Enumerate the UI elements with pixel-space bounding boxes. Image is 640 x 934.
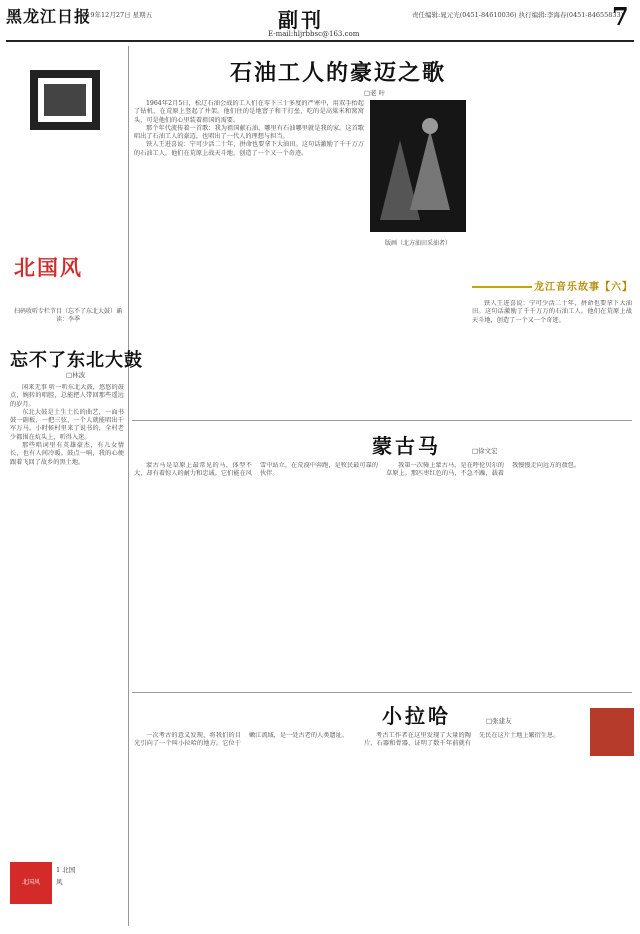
- section-divider: [132, 692, 632, 693]
- serial-title: 龙江音乐故事【六】: [534, 282, 633, 293]
- paragraph: 东北大鼓是土生土长的曲艺，一面书鼓一副板，一把三弦，一个人就能唱出千军万马。小时候村里来了说书的，全村老少都围在炕头上，听得入迷。: [10, 408, 124, 441]
- main-article-body: [134, 100, 364, 416]
- woodcut-caption: 版画（北方油田采油者）: [384, 240, 451, 247]
- oil-worker-woodcut-icon: [370, 100, 466, 232]
- essay-title: 忘不了东北大鼓: [10, 350, 143, 371]
- xiaolaha-author: □张建友: [486, 717, 512, 725]
- paragraph: 闲来无事 听一听东北大鼓，悠悠的鼓点，婉转的唱腔，总能把人带回那些遥远的岁月。: [10, 384, 124, 408]
- header-rule: [6, 40, 634, 42]
- paragraph: 那些唱词里有英雄豪杰，有儿女情长，也有人间冷暖。鼓点一响，我的心便跟着飞回了故乡的黑土地。: [10, 442, 124, 466]
- main-article-cont: [472, 300, 632, 414]
- mongol-horse-body: [134, 462, 630, 688]
- page-number: 7: [612, 2, 629, 31]
- section-title: 副刊: [278, 8, 324, 32]
- paragraph: 我第一次骑上蒙古马，是在呼伦贝尔的草原上。那匹枣红色的马，不急不躁，载着我慢慢走向远方的敖包。: [386, 462, 581, 478]
- beifang-stamp: 北国风: [10, 862, 52, 904]
- paragraph: 那个年代流传着一首歌：我为祖国献石油，哪里有石油哪里就是我的家。这首歌唱出了石油工人的豪迈，也唱出了一代人的理想与担当。: [134, 124, 364, 141]
- decorative-illustration: [590, 708, 634, 756]
- column-divider: [128, 46, 129, 926]
- xiaolaha-body: [134, 732, 586, 928]
- masthead: 黑龙江日报: [6, 7, 92, 26]
- main-article-author: □老 叶: [364, 89, 386, 97]
- essay-author: □林波: [66, 371, 86, 379]
- qr-code-icon: [10, 50, 122, 250]
- paragraph: 铁人王进喜说：宁可少活二十年，拼命也要拿下大油田。这句话激励了千千万万的石油工人。他们在荒原上战天斗地，创造了一个又一个奇迹。: [134, 141, 364, 157]
- issue-date: 2019年12月27日 星期五: [78, 11, 153, 19]
- woodcut-illustration: [370, 100, 466, 232]
- paragraph: 蒙古马是草原上最常见的马，体型不大，却有着惊人的耐力和忠诚。它们能在风雪中站立，在荒漠中奔跑，是牧民最可靠的伙伴。: [134, 462, 378, 478]
- mongol-horse-title: 蒙古马: [372, 434, 441, 458]
- essay-body: [10, 384, 124, 854]
- paragraph: 考古工作者在这里发现了大量的陶片、石器和骨器，证明了数千年前就有先民在这片土地上繁衍生息。: [364, 732, 560, 748]
- editor-credits: 责任编辑:晁元光(0451-84610036) 执行编辑:李海春(0451-84655833): [412, 11, 624, 19]
- xiaolaha-title: 小拉哈: [382, 704, 451, 728]
- section-divider: [132, 420, 632, 421]
- beifang-title: 北国风: [14, 255, 83, 280]
- mongol-horse-author: □徐文宏: [472, 447, 498, 455]
- paragraph: 1964年2月5日，松辽石油会战的工人们在零下三十多度的严寒中，用双手抬起了钻机，在荒原上竖起了井架。他们住的是地窨子和干打垒，吃的是高粱米和窝窝头，可是他们的心里装着祖国的需要。: [134, 100, 364, 124]
- contact-email: E-mail:hljrbbsc@163.com: [268, 30, 360, 38]
- stamp-label: 1 北国风: [56, 866, 76, 886]
- beifang-caption: 扫码收听专栏节目（忘不了东北大鼓）诵读：李季: [13, 308, 122, 323]
- paragraph: 铁人王进喜说：宁可少活二十年，拼命也要拿下大油田。这句话激励了千千万万的石油工人。他们在荒原上战天斗地，创造了一个又一个奇迹。: [472, 300, 632, 324]
- main-article-title: 石油工人的豪迈之歌: [230, 60, 447, 86]
- paragraph: 一次考古的意义发现，将我们的目光引向了一个叫小拉哈的地方。它位于嫩江流域，是一处古老的人类遗址。: [134, 732, 348, 748]
